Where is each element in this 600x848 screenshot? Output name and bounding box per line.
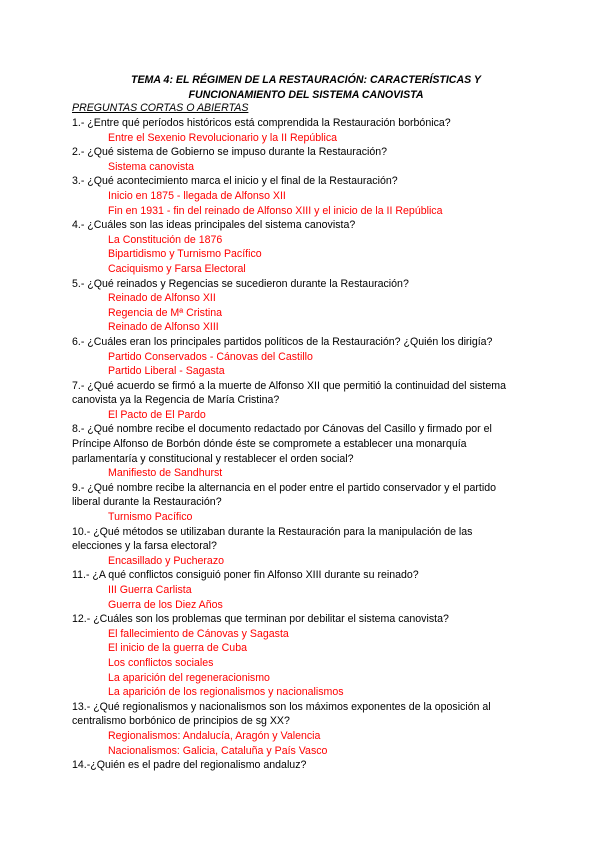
question-text: Príncipe Alfonso de Borbón dónde éste se compromete a establecer una monarquía [72, 438, 467, 451]
question-text: 5.- ¿Qué reinados y Regencias se sucedieron durante la Restauración? [72, 277, 409, 290]
question-block [72, 568, 542, 612]
question-block [72, 758, 542, 773]
question-text: 14.-¿Quién es el padre del regionalismo andaluz? [72, 759, 307, 772]
question-block [72, 379, 542, 423]
answer-text: Fin en 1931 - fin del reinado de Alfonso XIII y el inicio de la II República [108, 204, 443, 217]
answer-text: El fallecimiento de Cánovas y Sagasta [108, 627, 289, 640]
answer-text: Reinado de Alfonso XIII [108, 321, 219, 334]
answer-text: La aparición del regeneracionismo [108, 671, 270, 684]
question-block [72, 422, 542, 480]
answer-text: Sistema canovista [108, 160, 194, 173]
question-text: liberal durante la Restauración? [72, 496, 222, 509]
question-text: 12.- ¿Cuáles son los problemas que terminan por debilitar el sistema canovista? [72, 613, 449, 626]
question-text: 9.- ¿Qué nombre recibe la alternancia en el poder entre el partido conservador y el partido [72, 481, 496, 494]
question-block [72, 174, 542, 218]
question-list [72, 116, 542, 773]
title-line-1: TEMA 4: EL RÉGIMEN DE LA RESTAURACIÓN: CARACTERÍSTICAS Y [130, 74, 481, 86]
question-block [72, 525, 542, 569]
question-block [72, 116, 542, 145]
answer-text: La Constitución de 1876 [108, 233, 223, 246]
answer-text: Bipartidismo y Turnismo Pacífico [108, 248, 262, 261]
answer-text: Encasillado y Pucherazo [108, 554, 225, 567]
answer-text: Caciquismo y Farsa Electoral [108, 262, 246, 275]
question-block [72, 145, 542, 174]
question-block [72, 335, 542, 379]
question-text: 2.- ¿Qué sistema de Gobierno se impuso durante la Restauración? [72, 146, 388, 159]
question-text: 6.- ¿Cuáles eran los principales partidos políticos de la Restauración? ¿Quién los dirigía? [72, 335, 493, 348]
answer-text: Guerra de los Diez Años [108, 598, 223, 611]
document-title [72, 73, 540, 102]
question-block [72, 612, 542, 700]
answer-text: III Guerra Carlista [108, 584, 192, 596]
answer-text: Entre el Sexenio Revolucionario y la II República [108, 131, 338, 144]
answer-text: Reinado de Alfonso XII [108, 292, 216, 305]
answer-text: El inicio de la guerra de Cuba [108, 642, 247, 655]
answer-text: Partido Liberal - Sagasta [108, 365, 225, 378]
answer-text: Regencia de Mª Cristina [108, 306, 223, 319]
answer-text: Los conflictos sociales [108, 656, 214, 669]
answer-text: Manifiesto de Sandhurst [108, 467, 223, 480]
question-text: 1.- ¿Entre qué períodos históricos está comprendida la Restauración borbónica? [72, 117, 451, 129]
question-block [72, 700, 542, 758]
question-block [72, 481, 542, 525]
question-text: 11.- ¿A qué conflictos consiguió poner fin Alfonso XIII durante su reinado? [72, 569, 419, 582]
question-text: 7.- ¿Qué acuerdo se firmó a la muerte de Alfonso XII que permitió la continuidad del sistema [72, 379, 506, 392]
question-text: elecciones y la farsa electoral? [72, 540, 217, 553]
question-text: 8.- ¿Qué nombre recibe el documento redactado por Cánovas del Casillo y firmado por el [72, 423, 492, 436]
question-text: 4.- ¿Cuáles son las ideas principales del sistema canovista? [72, 219, 356, 232]
answer-text: Partido Conservados - Cánovas del Castillo [108, 350, 313, 363]
title-line-2: FUNCIONAMIENTO DEL SISTEMA CANOVISTA [188, 88, 424, 101]
question-text: 3.- ¿Qué acontecimiento marca el inicio y el final de la Restauración? [72, 175, 398, 188]
question-text: parlamentaría y constitucional y restablecer el orden social? [72, 452, 354, 465]
answer-text: Turnismo Pacífico [108, 511, 193, 524]
question-text: 10.- ¿Qué métodos se utilizaban durante la Restauración para la manipulación de las [72, 525, 473, 538]
question-text: canovista ya la Regencia de María Cristina? [72, 394, 280, 407]
section-subheading: PREGUNTAS CORTAS O ABIERTAS [72, 102, 249, 114]
answer-text: Nacionalismos: Galicia, Cataluña y País Vasco [108, 744, 328, 757]
answer-text: El Pacto de El Pardo [108, 408, 206, 421]
question-text: 13.- ¿Qué regionalismos y nacionalismos son los máximos exponentes de la oposición al [72, 700, 491, 713]
question-text: centralismo borbónico de principios de sg XX? [72, 715, 290, 728]
question-block [72, 277, 542, 335]
question-block [72, 218, 542, 276]
answer-text: Inicio en 1875 - llegada de Alfonso XII [108, 189, 286, 202]
answer-text: Regionalismos: Andalucía, Aragón y Valencia [108, 729, 321, 742]
answer-text: La aparición de los regionalismos y nacionalismos [108, 686, 344, 699]
